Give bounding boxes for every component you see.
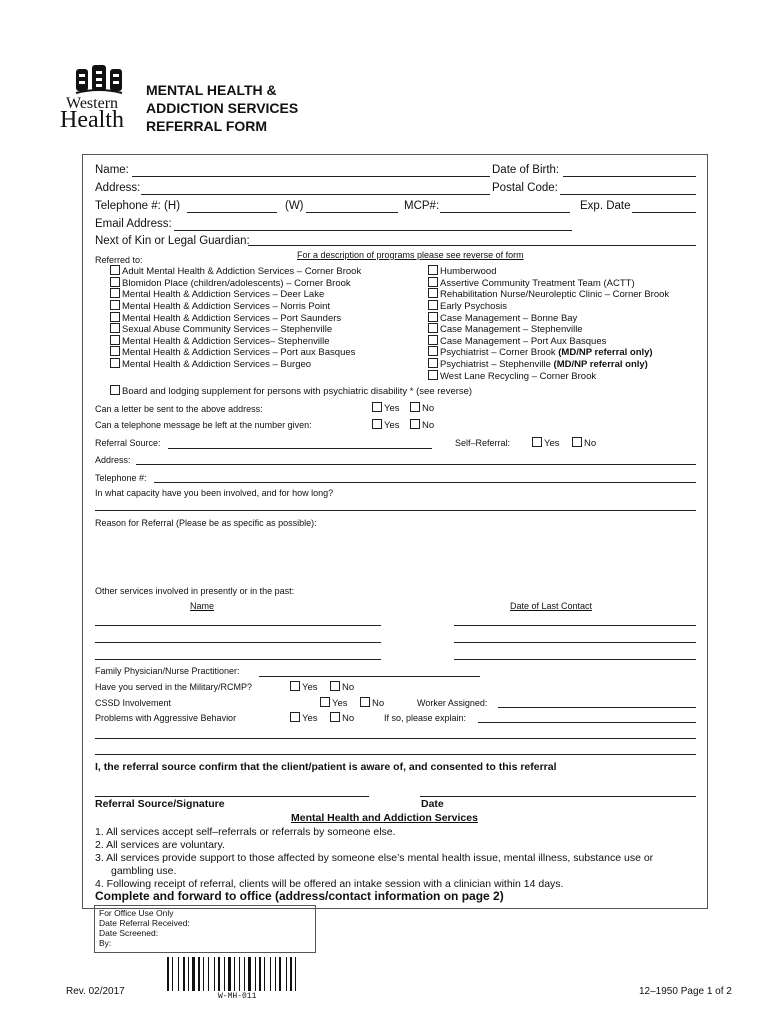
explain-label: If so, please explain: bbox=[384, 713, 467, 723]
logo-western-text: Western bbox=[66, 95, 119, 112]
logo-health-text: Health bbox=[60, 107, 124, 133]
self-referral-no[interactable]: No bbox=[572, 437, 596, 450]
checkbox-icon[interactable] bbox=[360, 697, 370, 707]
other-service-name-1[interactable] bbox=[95, 625, 381, 626]
revision-label: Rev. 02/2017 bbox=[66, 986, 125, 997]
next-of-kin-field[interactable] bbox=[248, 245, 696, 246]
name-label: Name: bbox=[95, 164, 129, 176]
program-west-lane[interactable]: West Lane Recycling – Corner Brook bbox=[428, 370, 596, 383]
program-left-8[interactable]: Mental Health & Addiction Services – Burgeo bbox=[110, 358, 311, 371]
explain-field[interactable] bbox=[478, 722, 696, 723]
program-right-1[interactable]: Assertive Community Treatment Team (ACTT) bbox=[428, 277, 635, 290]
checkbox-icon[interactable] bbox=[290, 681, 300, 691]
aggressive-no[interactable]: No bbox=[330, 712, 354, 725]
program-right-6[interactable]: Case Management – Port Aux Basques bbox=[428, 335, 606, 348]
self-referral-label: Self–Referral: bbox=[455, 438, 511, 448]
checkbox-icon[interactable] bbox=[428, 335, 438, 345]
signature-date-field[interactable] bbox=[420, 796, 696, 797]
source-telephone-label: Telephone #: bbox=[95, 473, 147, 483]
western-health-logo-icon bbox=[74, 63, 124, 97]
checkbox-icon[interactable] bbox=[532, 437, 542, 447]
capacity-field[interactable] bbox=[95, 510, 696, 511]
checkbox-icon[interactable] bbox=[428, 346, 438, 356]
phone-no[interactable]: No bbox=[410, 419, 434, 432]
mcp-field[interactable] bbox=[440, 212, 570, 213]
source-telephone-field[interactable] bbox=[154, 482, 696, 483]
info-item-1: 1. All services accept self–referrals or referrals by someone else. bbox=[95, 826, 396, 838]
telephone-home-label: Telephone #: (H) bbox=[95, 200, 181, 212]
reason-label: Reason for Referral (Please be as specific as possible): bbox=[95, 518, 317, 528]
referred-to-label: Referred to: bbox=[95, 255, 143, 265]
program-left-1[interactable]: Blomidon Place (children/adolescents) – Corner Brook bbox=[110, 277, 351, 290]
screened-by: By: bbox=[99, 938, 112, 948]
checkbox-icon[interactable] bbox=[110, 300, 120, 310]
other-service-date-3[interactable] bbox=[454, 659, 696, 660]
other-services-label: Other services involved in presently or in the past: bbox=[95, 586, 295, 596]
checkbox-icon[interactable] bbox=[110, 335, 120, 345]
info-item-4: 4. Following receipt of referral, clients will be offered an intake session with a clinician within 14 days. bbox=[95, 878, 564, 890]
office-use-box bbox=[94, 905, 316, 953]
letter-no[interactable]: No bbox=[410, 402, 434, 415]
mcp-label: MCP#: bbox=[404, 200, 440, 212]
program-psychiatrist-st[interactable]: Psychiatrist – Stephenville (MD/NP referral only) bbox=[428, 358, 648, 371]
checkbox-icon[interactable] bbox=[110, 288, 120, 298]
checkbox-icon[interactable] bbox=[110, 358, 120, 368]
other-service-name-3[interactable] bbox=[95, 659, 381, 660]
program-right-2[interactable]: Rehabilitation Nurse/Neuroleptic Clinic – Corner Brook bbox=[428, 288, 669, 301]
next-of-kin-label: Next of Kin or Legal Guardian: bbox=[95, 235, 250, 247]
barcode-icon bbox=[167, 957, 312, 991]
aggressive-yes[interactable]: Yes bbox=[290, 712, 318, 725]
email-field[interactable] bbox=[174, 230, 572, 231]
other-service-name-2[interactable] bbox=[95, 642, 381, 643]
checkbox-icon[interactable] bbox=[330, 712, 340, 722]
exp-date-label: Exp. Date bbox=[580, 200, 631, 212]
dob-field[interactable] bbox=[563, 176, 696, 177]
date-column-header: Date of Last Contact bbox=[510, 601, 593, 611]
phone-yes[interactable]: Yes bbox=[372, 419, 400, 432]
program-left-0[interactable]: Adult Mental Health & Addiction Services – Corner Brook bbox=[110, 265, 361, 278]
checkbox-icon[interactable] bbox=[110, 385, 120, 395]
checkbox-icon[interactable] bbox=[320, 697, 330, 707]
explain-field-3[interactable] bbox=[95, 754, 696, 755]
source-address-field[interactable] bbox=[136, 464, 696, 465]
physician-label: Family Physician/Nurse Practitioner: bbox=[95, 666, 240, 676]
forward-instruction: Complete and forward to office (address/contact information on page 2) bbox=[95, 889, 504, 903]
name-field[interactable] bbox=[132, 176, 490, 177]
program-left-2[interactable]: Mental Health & Addiction Services – Deer Lake bbox=[110, 288, 324, 301]
name-column-header: Name bbox=[190, 601, 215, 611]
program-right-5[interactable]: Case Management – Stephenville bbox=[428, 323, 583, 336]
info-item-3-cont: gambling use. bbox=[111, 865, 177, 877]
military-no[interactable]: No bbox=[330, 681, 354, 694]
program-right-0[interactable]: Humberwood bbox=[428, 265, 497, 278]
capacity-question: In what capacity have you been involved, and for how long? bbox=[95, 488, 334, 498]
checkbox-icon[interactable] bbox=[290, 712, 300, 722]
program-left-3[interactable]: Mental Health & Addiction Services – Norris Point bbox=[110, 300, 330, 313]
checkbox-icon[interactable] bbox=[372, 402, 382, 412]
telephone-home-field[interactable] bbox=[187, 212, 277, 213]
email-label: Email Address: bbox=[95, 218, 172, 230]
board-lodging-option[interactable]: Board and lodging supplement for persons with psychiatric disability * (see reverse) bbox=[110, 385, 472, 398]
date-screened: Date Screened: bbox=[99, 928, 159, 938]
checkbox-icon[interactable] bbox=[428, 265, 438, 275]
military-question: Have you served in the Military/RCMP? bbox=[95, 682, 253, 692]
info-heading: Mental Health and Addiction Services bbox=[291, 812, 478, 824]
explain-field-2[interactable] bbox=[95, 738, 696, 739]
program-left-4[interactable]: Mental Health & Addiction Services – Port Saunders bbox=[110, 312, 341, 325]
checkbox-icon[interactable] bbox=[110, 277, 120, 287]
signature-field[interactable] bbox=[95, 796, 369, 797]
page-number: 12–1950 Page 1 of 2 bbox=[639, 986, 732, 997]
barcode-text: W-MH-011 bbox=[218, 992, 257, 1001]
form-title-line-2: ADDICTION SERVICES bbox=[146, 100, 299, 116]
self-referral-yes[interactable]: Yes bbox=[532, 437, 560, 450]
date-referral-received: Date Referral Received: bbox=[99, 918, 190, 928]
info-item-3: 3. All services provide support to those affected by someone else’s mental health issue, mental illness, substance use or bbox=[95, 852, 654, 864]
address-field[interactable] bbox=[141, 194, 490, 195]
postal-code-field[interactable] bbox=[560, 194, 696, 195]
form-title-line-1: MENTAL HEALTH & bbox=[146, 82, 277, 98]
program-psychiatrist-cb[interactable]: Psychiatrist – Corner Brook (MD/NP referral only) bbox=[428, 346, 653, 359]
checkbox-icon[interactable] bbox=[428, 370, 438, 380]
phone-message-question: Can a telephone message be left at the number given: bbox=[95, 420, 312, 430]
signature-date-label: Date bbox=[421, 798, 444, 810]
checkbox-icon[interactable] bbox=[110, 323, 120, 333]
referral-source-field[interactable] bbox=[168, 448, 432, 449]
program-left-5[interactable]: Sexual Abuse Community Services – Stephenville bbox=[110, 323, 332, 336]
info-item-2: 2. All services are voluntary. bbox=[95, 839, 225, 851]
office-use-title: For Office Use Only bbox=[99, 908, 174, 918]
source-address-label: Address: bbox=[95, 455, 131, 465]
checkbox-icon[interactable] bbox=[110, 312, 120, 322]
cssd-label: CSSD Involvement bbox=[95, 698, 172, 708]
other-service-date-1[interactable] bbox=[454, 625, 696, 626]
dob-label: Date of Birth: bbox=[492, 164, 560, 176]
checkbox-icon[interactable] bbox=[330, 681, 340, 691]
checkbox-icon[interactable] bbox=[428, 300, 438, 310]
address-label: Address: bbox=[95, 182, 141, 194]
other-service-date-2[interactable] bbox=[454, 642, 696, 643]
worker-assigned-field[interactable] bbox=[498, 707, 696, 708]
checkbox-icon[interactable] bbox=[428, 323, 438, 333]
letter-yes[interactable]: Yes bbox=[372, 402, 400, 415]
consent-statement: I, the referral source confirm that the client/patient is aware of, and consented to this referral bbox=[95, 761, 557, 773]
cssd-no[interactable]: No bbox=[360, 697, 384, 710]
telephone-work-field[interactable] bbox=[306, 212, 398, 213]
cssd-yes[interactable]: Yes bbox=[320, 697, 348, 710]
checkbox-icon[interactable] bbox=[110, 265, 120, 275]
checkbox-icon[interactable] bbox=[428, 277, 438, 287]
checkbox-icon[interactable] bbox=[372, 419, 382, 429]
letter-question: Can a letter be sent to the above address: bbox=[95, 404, 263, 414]
telephone-work-label: (W) bbox=[285, 200, 304, 212]
checkbox-icon[interactable] bbox=[110, 346, 120, 356]
program-right-3[interactable]: Early Psychosis bbox=[428, 300, 507, 313]
worker-assigned-label: Worker Assigned: bbox=[417, 698, 488, 708]
program-left-6[interactable]: Mental Health & Addiction Services– Stephenville bbox=[110, 335, 330, 348]
checkbox-icon[interactable] bbox=[410, 419, 420, 429]
exp-date-field[interactable] bbox=[632, 212, 696, 213]
physician-field[interactable] bbox=[259, 676, 480, 677]
postal-code-label: Postal Code: bbox=[492, 182, 558, 194]
checkbox-icon[interactable] bbox=[428, 312, 438, 322]
form-title-line-3: REFERRAL FORM bbox=[146, 118, 268, 134]
checkbox-icon[interactable] bbox=[428, 358, 438, 368]
military-yes[interactable]: Yes bbox=[290, 681, 318, 694]
referral-source-label: Referral Source: bbox=[95, 438, 161, 448]
checkbox-icon[interactable] bbox=[572, 437, 582, 447]
aggressive-behavior-label: Problems with Aggressive Behavior bbox=[95, 713, 237, 723]
signature-label: Referral Source/Signature bbox=[95, 798, 225, 810]
checkbox-icon[interactable] bbox=[428, 288, 438, 298]
programs-note: For a description of programs please see reverse of form bbox=[297, 250, 524, 260]
program-right-4[interactable]: Case Management – Bonne Bay bbox=[428, 312, 577, 325]
checkbox-icon[interactable] bbox=[410, 402, 420, 412]
program-left-7[interactable]: Mental Health & Addiction Services – Port aux Basques bbox=[110, 346, 355, 359]
